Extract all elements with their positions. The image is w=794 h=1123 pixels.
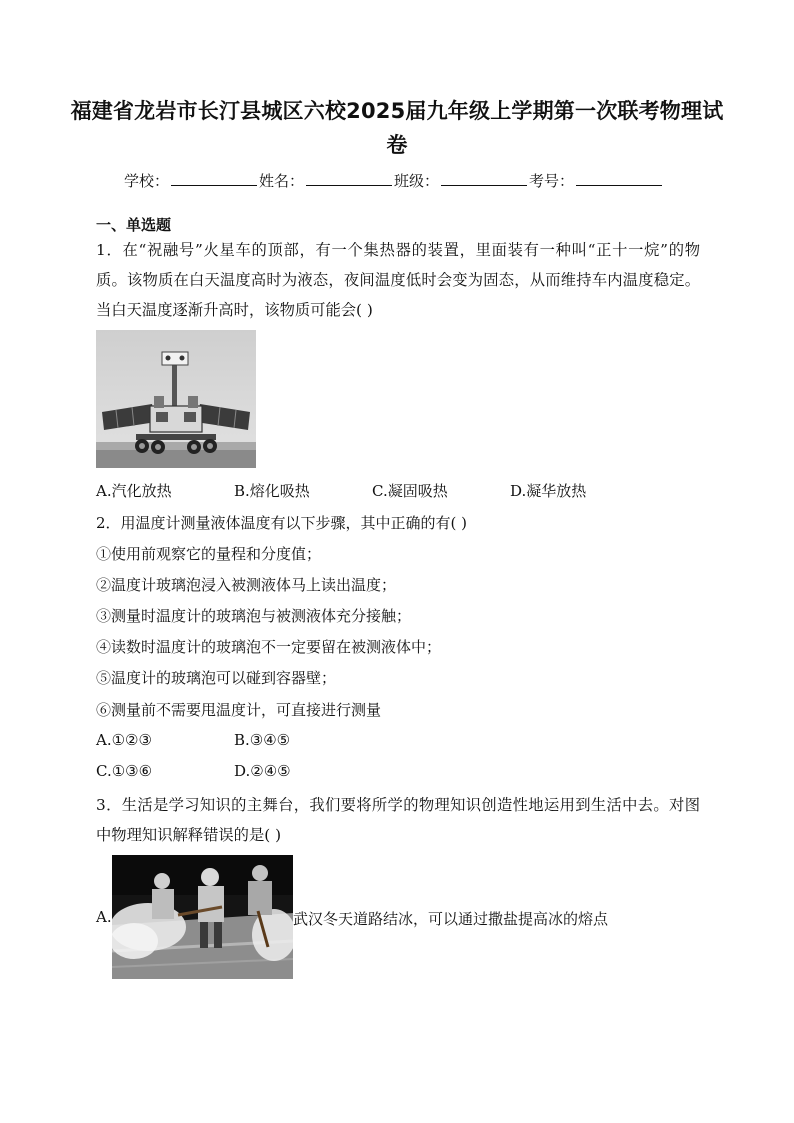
q2-step-3: ③测量时温度计的玻璃泡与被测液体充分接触；: [96, 607, 412, 625]
q3-option-a-text[interactable]: 武汉冬天道路结冰，可以通过撒盐提高冰的熔点: [293, 910, 609, 928]
q2-option-d[interactable]: D.②④⑤: [234, 762, 291, 780]
q1-option-b[interactable]: B.熔化吸热: [234, 482, 310, 500]
question-2-text: 2．用温度计测量液体温度有以下步骤，其中正确的有( ): [96, 514, 468, 532]
q2-option-c[interactable]: C.①③⑥: [96, 762, 153, 780]
salting-road-photo: [112, 855, 293, 979]
q1-option-d[interactable]: D.凝华放热: [510, 482, 587, 500]
q1-option-a[interactable]: A.汽化放热: [96, 482, 172, 500]
q2-step-1: ①使用前观察它的量程和分度值；: [96, 545, 322, 563]
student-info-row: [124, 170, 664, 191]
number-blank[interactable]: [576, 171, 662, 186]
q2-step-4: ④读数时温度计的玻璃泡不一定要留在被测液体中；: [96, 638, 442, 656]
q1-option-c[interactable]: C.凝固吸热: [372, 482, 448, 500]
q2-option-a[interactable]: A.①②③: [96, 731, 152, 749]
number-label: 考号：: [529, 172, 575, 190]
school-label: 学校：: [124, 172, 170, 190]
name-label: 姓名：: [259, 172, 305, 190]
exam-title: 福建省龙岩市长汀县城区六校2025届九年级上学期第一次联考物理试卷: [70, 99, 724, 157]
question-3-text: 3．生活是学习知识的主舞台，我们要将所学的物理知识创造性地运用到生活中去。对图中物理知识解释错误的是( ): [96, 796, 700, 844]
class-label: 班级：: [394, 172, 440, 190]
q2-step-6: ⑥测量前不需要甩温度计，可直接进行测量: [96, 701, 382, 719]
salting-road-illustration: [112, 855, 293, 979]
mars-rover-illustration: [96, 330, 256, 468]
school-blank[interactable]: [171, 171, 257, 186]
name-blank[interactable]: [306, 171, 392, 186]
q2-option-b[interactable]: B.③④⑤: [234, 731, 291, 749]
q2-step-2: ②温度计玻璃泡浸入被测液体马上读出温度；: [96, 576, 397, 594]
section-heading: 一、单选题: [96, 216, 172, 234]
question-1-text: 1．在“祝融号”火星车的顶部，有一个集热器的装置，里面装有一种叫“正十一烷”的物质。该物质在白天温度高时为液态，夜间温度低时会变为固态，从而维持车内温度稳定。当白天温度逐渐升高时，该物质可能会( ): [96, 241, 700, 319]
q3-option-a-label[interactable]: A.: [96, 908, 112, 926]
q2-step-5: ⑤温度计的玻璃泡可以碰到容器壁；: [96, 669, 337, 687]
class-blank[interactable]: [441, 171, 527, 186]
mars-rover-photo: [96, 330, 256, 468]
